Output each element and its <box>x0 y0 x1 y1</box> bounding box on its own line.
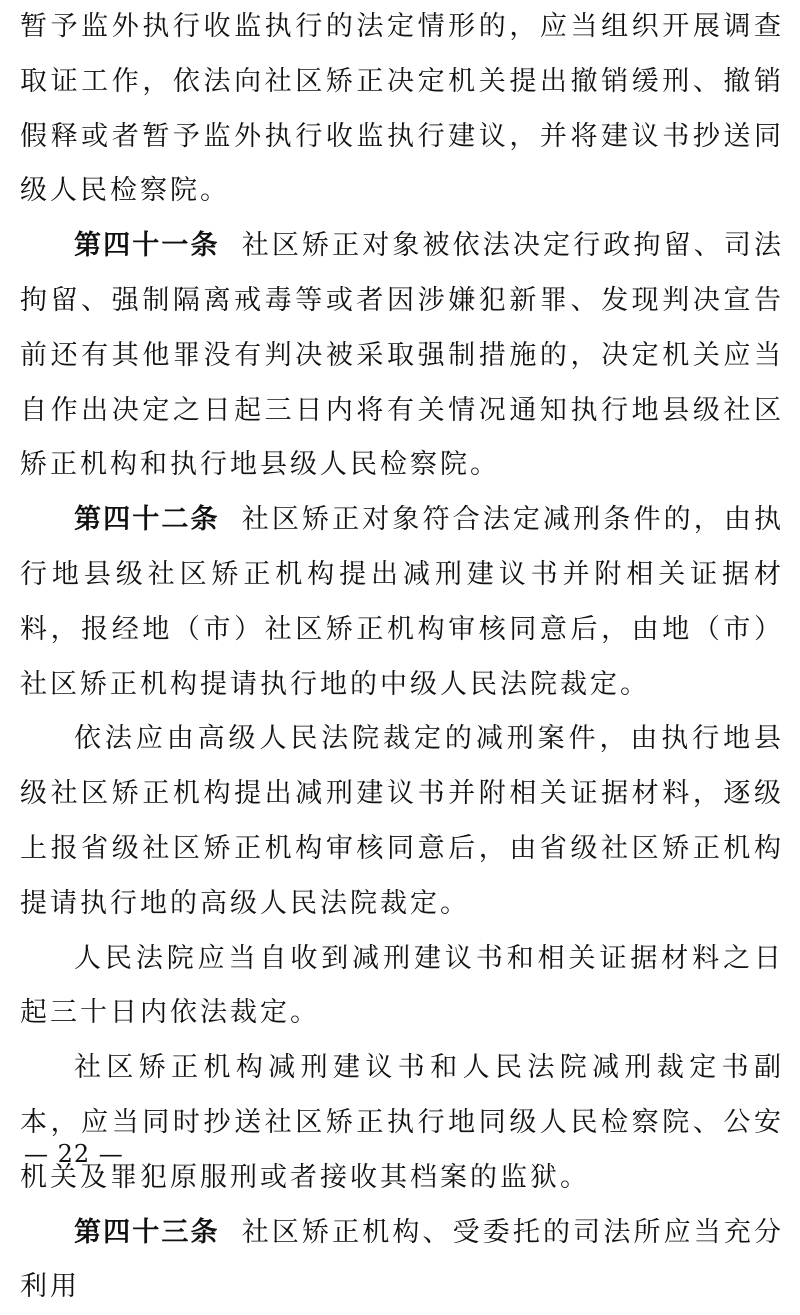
article-number: 第四十一条 <box>74 230 220 262</box>
article-42 <box>20 493 784 712</box>
paragraph <box>20 1041 784 1205</box>
paragraph-text: 依法应由高级人民法院裁定的减刑案件，由执行地县级社区矫正机构提出减刑建议书并附相关证据材料，逐级上报省级社区矫正机构审核同意后，由省级社区矫正机构提请执行地的高级人民法院裁定。 <box>20 723 784 919</box>
paragraph-continued <box>20 0 784 219</box>
article-number: 第四十二条 <box>74 504 220 536</box>
article-41 <box>20 219 784 493</box>
article-number: 第四十三条 <box>74 1216 220 1248</box>
paragraph-text: 社区矫正机构减刑建议书和人民法院减刑裁定书副本，应当同时抄送社区矫正执行地同级人民检察院、公安机关及罪犯原服刑或者接收其档案的监狱。 <box>20 1052 784 1193</box>
body-text <box>20 0 784 1315</box>
article-text: 社区矫正对象被依法决定行政拘留、司法拘留、强制隔离戒毒等或者因涉嫌犯新罪、发现判决宣告前还有其他罪没有判决被采取强制措施的，决定机关应当自作出决定之日起三日内将有关情况通知执行地县级社区矫正机构和执行地县级人民检察院。 <box>20 230 785 481</box>
paragraph <box>20 712 784 931</box>
article-43 <box>20 1206 784 1315</box>
paragraph-text: 暂予监外执行收监执行的法定情形的，应当组织开展调查取证工作，依法向社区矫正决定机关提出撤销缓刑、撤销假释或者暂予监外执行收监执行建议，并将建议书抄送同级人民检察院。 <box>20 11 784 207</box>
article-text: 社区矫正机构、受委托的司法所应当充分利用 <box>20 1216 785 1303</box>
paragraph <box>20 932 784 1042</box>
paragraph-text: 人民法院应当自收到减刑建议书和相关证据材料之日起三十日内依法裁定。 <box>20 942 784 1029</box>
article-text: 社区矫正对象符合法定减刑条件的，由执行地县级社区矫正机构提出减刑建议书并附相关证据材料，报经地（市）社区矫正机构审核同意后，由地（市）社区矫正机构提请执行地的中级人民法院裁定。 <box>20 504 785 700</box>
page-number: — 22 — <box>24 1140 124 1168</box>
